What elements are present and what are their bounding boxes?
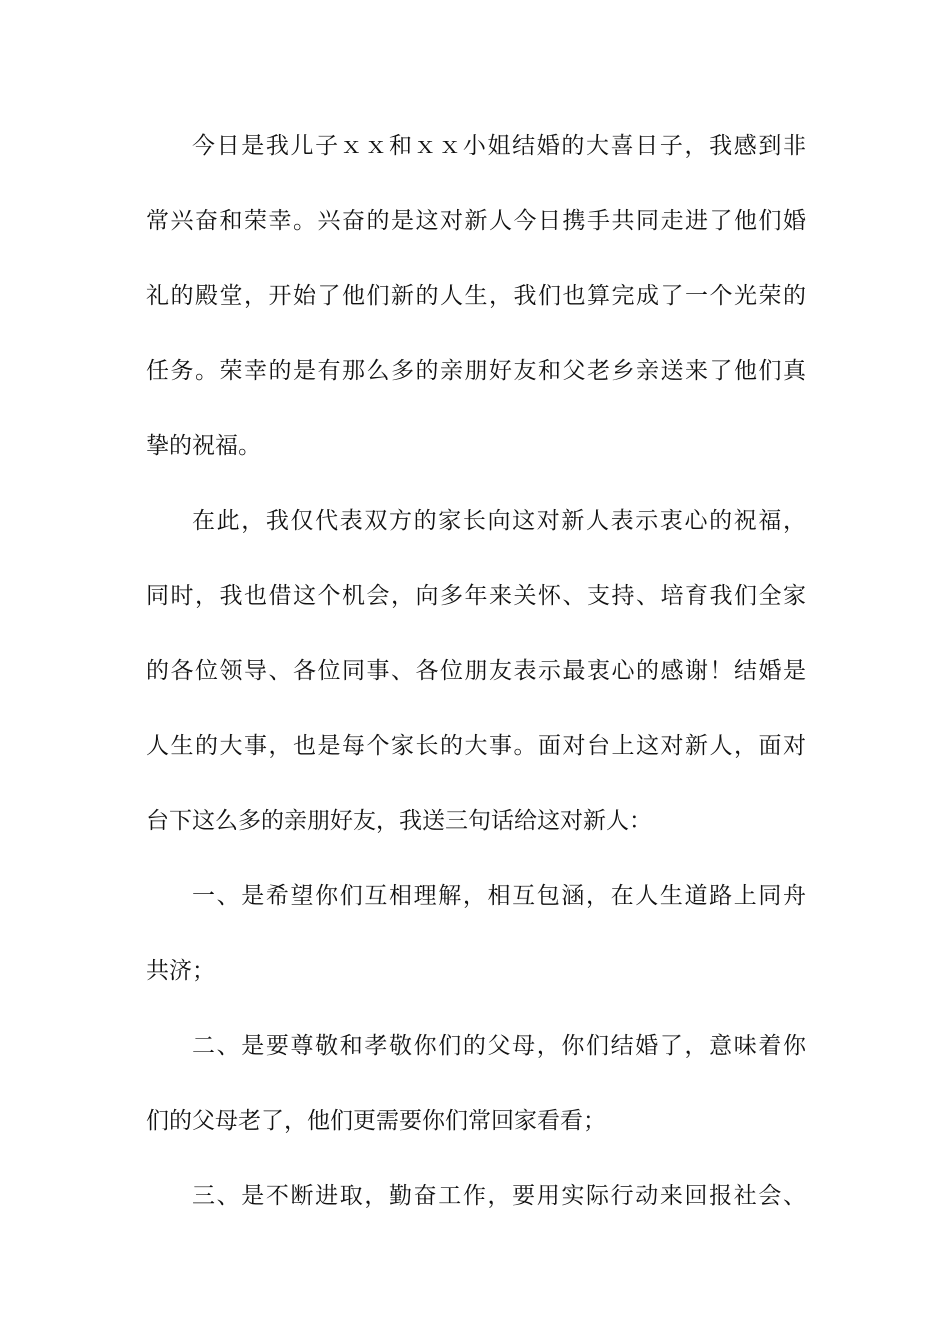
paragraph-5 xyxy=(146,1178,806,1216)
paragraph-line: 的各位领导、各位同事、各位朋友表示最衷心的感谢！结婚是 xyxy=(146,658,806,684)
paragraph-line: 们的父母老了，他们更需要你们常回家看看； xyxy=(146,1108,606,1134)
paragraph-line: 台下这么多的亲朋好友，我送三句话给这对新人： xyxy=(146,808,652,834)
paragraph-line: 共济； xyxy=(146,958,215,984)
paragraph-line: 二、是要尊敬和孝敬你们的父母，你们结婚了，意味着你 xyxy=(192,1033,806,1059)
paragraph-line: 一、是希望你们互相理解，相互包涵，在人生道路上同舟 xyxy=(192,883,806,909)
paragraph-2 xyxy=(146,503,806,878)
document-body xyxy=(146,128,806,1216)
paragraph-line: 挚的祝福。 xyxy=(146,433,261,459)
paragraph-line: 礼的殿堂，开始了他们新的人生，我们也算完成了一个光荣的 xyxy=(146,283,806,309)
paragraph-line: 今日是我儿子ｘｘ和ｘｘ小姐结婚的大喜日子，我感到非 xyxy=(192,133,806,159)
paragraph-4 xyxy=(146,1028,806,1178)
paragraph-3 xyxy=(146,878,806,1028)
paragraph-line: 在此，我仅代表双方的家长向这对新人表示衷心的祝福， xyxy=(192,508,806,534)
paragraph-line: 任务。荣幸的是有那么多的亲朋好友和父老乡亲送来了他们真 xyxy=(146,358,806,384)
paragraph-1 xyxy=(146,128,806,503)
paragraph-line: 三、是不断进取，勤奋工作，要用实际行动来回报社会、 xyxy=(192,1183,806,1209)
paragraph-line: 同时，我也借这个机会，向多年来关怀、支持、培育我们全家 xyxy=(146,583,806,609)
paragraph-line: 人生的大事，也是每个家长的大事。面对台上这对新人，面对 xyxy=(146,733,806,759)
paragraph-line: 常兴奋和荣幸。兴奋的是这对新人今日携手共同走进了他们婚 xyxy=(146,208,806,234)
